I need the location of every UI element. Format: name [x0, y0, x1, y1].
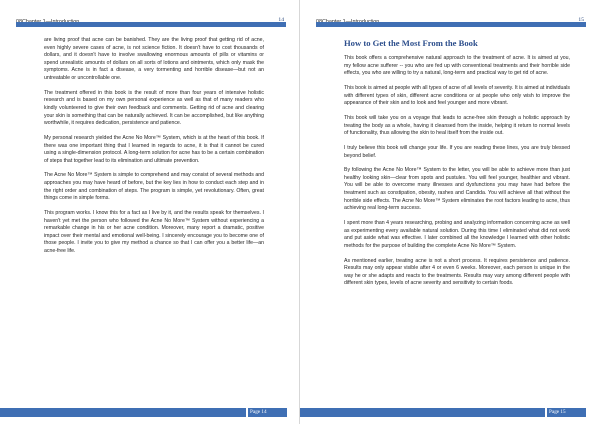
header-page-number: 14	[278, 17, 284, 23]
header-bar	[316, 22, 586, 27]
paragraph: By following the Acne No More™ System to the letter, you will be able to achieve more than just healthy looking skin—clear from spots and pustules. You will feel younger, healthier and vibrant. You will be able to overcome many illnesses and dysfunctions you may have had before the treatment such as constipation, obesity, rashes and Candida. You will achieve all that without the horrible side effects. The Acne No More™ System eliminates the root factors leading to acne, thus achieving real long-term success.	[344, 167, 570, 212]
paragraph: This book is aimed at people with all types of acne of all levels of severity. It is aimed at individuals with different types of skin, different acne conditions or at people who only wish to improve the appearance of their skin and to look and feel younger and more vibrant.	[344, 84, 570, 107]
header-page-number: 15	[578, 17, 584, 23]
paragraph: The treatment offered in this book is the result of more than four years of intensive holistic research and is based on my own personal experience as well as that of many readers who kindly volunteered to give their own feedback and comments. Getting rid of acne and clearing your skin is something that can be naturally achieved. It can be accomplished, but like anything worthwhile, it requires dedication, persistence and patience.	[44, 89, 264, 127]
paragraph: I spent more than 4 years researching, probing and analyzing information concerning acne as well as experimenting every available natural solution. During this time I eliminated what did not work and put aside what was effective. I later combined all the knowledge I learned with other holistic methods for the purpose of building the complete Acne No More™ System.	[344, 220, 570, 249]
body-text	[44, 37, 264, 263]
paragraph: My personal research yielded the Acne No More™ System, which is at the heart of this book. If there was one important thing that I learned in regards to acne, it is that it cannot be cured using a single-dimension protocol. A long-term solution for acne has to be a certain combination of steps that together lead to its elimination and ultimate prevention.	[44, 134, 264, 164]
section-title: How to Get the Most From the Book	[344, 38, 478, 48]
footer-page-label: Page 14	[250, 409, 267, 415]
footer-divider	[246, 408, 248, 417]
footer-bar	[300, 408, 586, 417]
paragraph: This program works. I know this for a fact as I live by it, and the results speak for themselves. I haven't yet met the person who followed the Acne No More™ System without experiencing a remarkable change in his or her acne condition. Moreover, many report a dramatic, positive impact over their mental and emotional well-being. I sincerely encourage you to become one of those people. I invite you to give my method a chance so that I can offer you a better life—an acne-free life.	[44, 210, 264, 254]
footer-divider	[545, 408, 547, 417]
footer-bar	[0, 408, 287, 417]
right-page	[300, 0, 600, 424]
paragraph: The Acne No More™ System is simple to comprehend and may consist of several methods and approaches you may have heard of before, but the key lies in how to conduct each step and in the right order and combination of steps. The program is simple, yet revolutionary. Often, great things come in simple forms.	[44, 172, 264, 202]
paragraph: are living proof that acne can be banished. They are the living proof that getting rid of acne, even highly severe cases of acne, is not science fiction. It doesn't have to cost thousands of dollars, and it doesn't have to involve swallowing enormous amounts of pills or vitamins or spend unrealistic amounts of dollars on all sorts of lotions and ointments, which only mask the symptoms. Acne is in fact a disease, a very tormenting and horrible disease—but not an untreatable or uncontrollable one.	[44, 37, 264, 81]
paragraph: This book offers a comprehensive natural approach to the treatment of acne. It is aimed at you, my fellow acne sufferer -- you who are fed up with conventional treatments and their horrible side effects, you who are willing to try a natural, long-term and practical way to get rid of acne.	[344, 55, 570, 77]
body-text	[344, 55, 570, 295]
footer-page-label: Page 15	[549, 409, 566, 415]
header-bar	[16, 22, 286, 27]
paragraph: As mentioned earlier, treating acne is not a short process. It requires persistence and patience. Results may only appear visible after 4 or even 6 weeks. Moreover, each person is unique in the way he or she adapts and reacts to the treatments. Results may vary among different people with different skin types, levels of acne severity and sensitivity to certain foods.	[344, 257, 570, 287]
paragraph: This book will take you on a voyage that leads to acne-free skin through a holistic approach by treating the body as a whole, having it cleansed from the inside, helping it return to normal levels of functionality, thus allowing the skin to heal itself from the inside out.	[344, 114, 570, 137]
paragraph: I truly believe this book will change your life. If you are reading these lines, you are truly blessed beyond belief.	[344, 144, 570, 159]
